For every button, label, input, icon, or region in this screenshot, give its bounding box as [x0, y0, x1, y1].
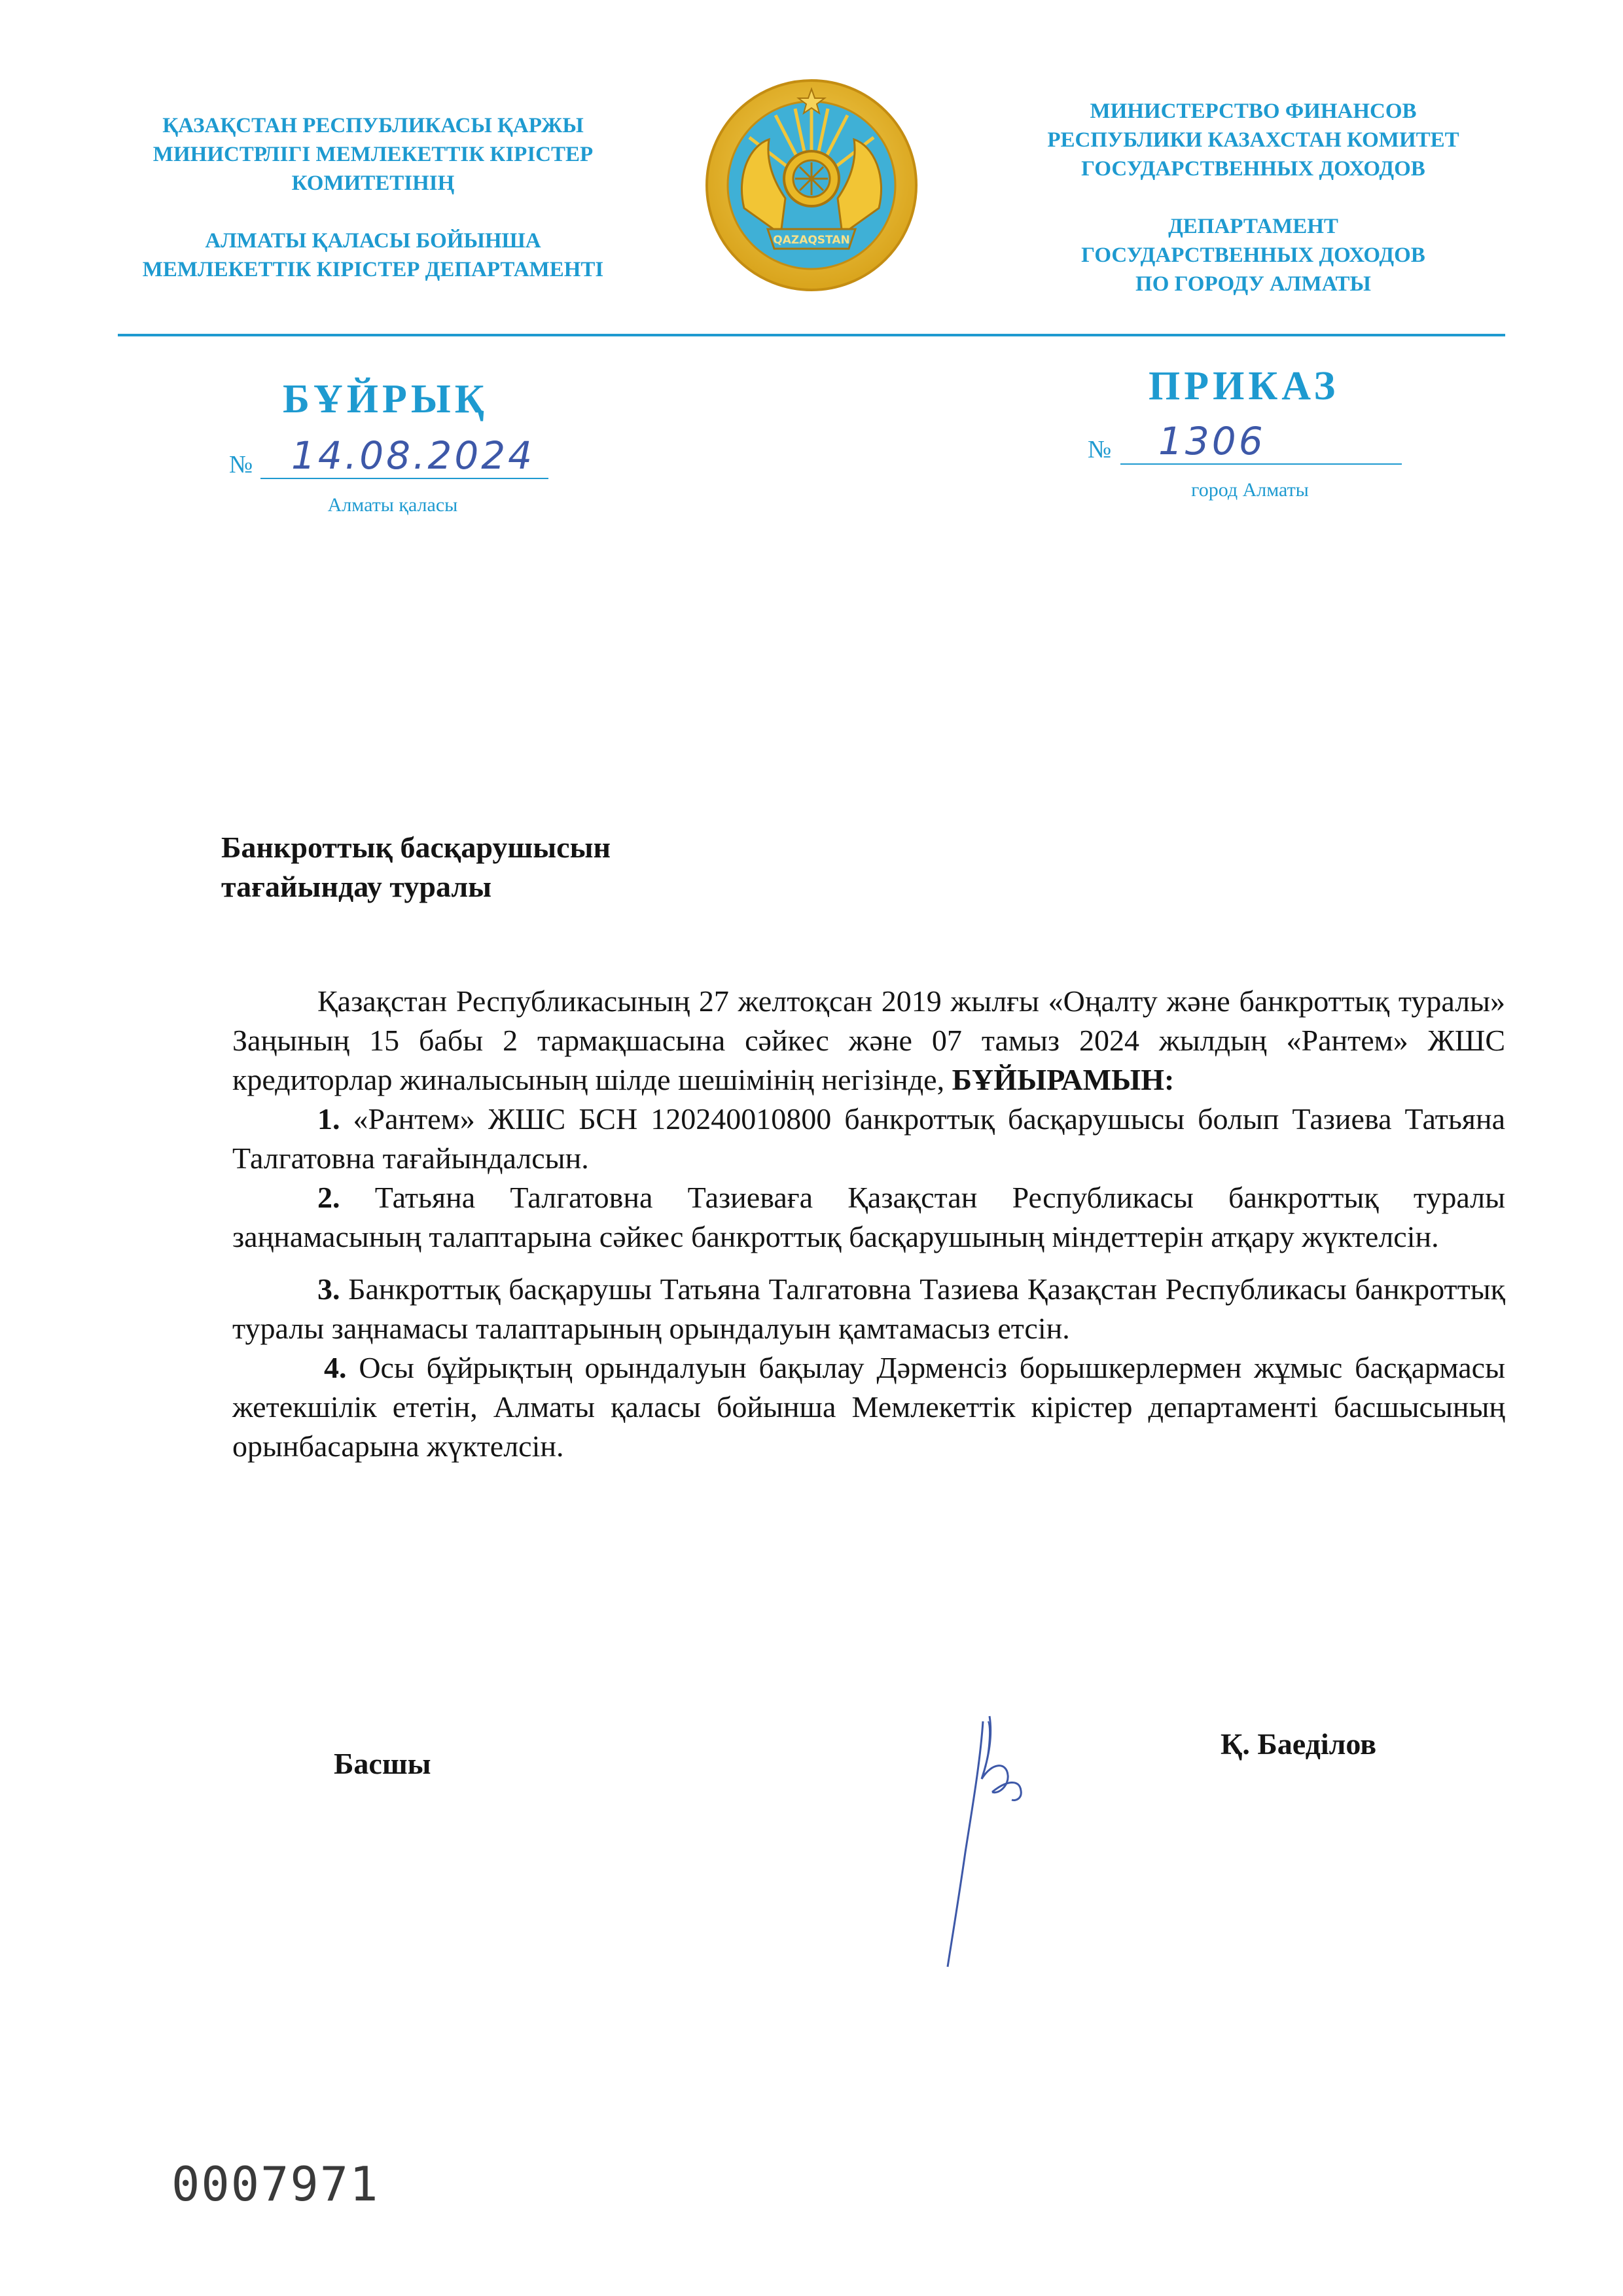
header-right-department-line: ДЕПАРТАМЕНТ — [1168, 215, 1338, 238]
header-left-ministry-line: МИНИСТРЛІГІ МЕМЛЕКЕТТІК КІРІСТЕР — [152, 143, 594, 166]
registration-number: 0007971 — [171, 2157, 380, 2212]
body-intro-paragraph — [232, 982, 1505, 1100]
document-body — [232, 982, 1505, 1466]
body-item-text: Татьяна Талгатовна Тазиеваға Қазақстан Республикасы банкроттық туралы заңнамасының талаптарына сәйкес банкроттық басқарушының міндеттерін атқару жүктелсін. — [232, 1181, 1505, 1253]
order-number-label-kz: № — [229, 451, 253, 478]
header-left-ministry-line: КОМИТЕТІНІҢ — [291, 171, 455, 195]
header-divider — [118, 334, 1505, 336]
body-item-number: 3. — [317, 1272, 340, 1306]
order-number-line-ru — [1120, 463, 1402, 465]
emblem-icon — [704, 77, 919, 293]
order-city-kz: Алматы қаласы — [327, 494, 458, 516]
order-city-ru: город Алматы — [1191, 479, 1309, 501]
order-number-label-ru: № — [1088, 436, 1112, 463]
header-right-block — [982, 97, 1525, 298]
body-item — [232, 1348, 1505, 1466]
order-date-handwritten: 14.08.2024 — [291, 433, 535, 478]
body-intro-text: Қазақстан Республикасының 27 желтоқсан 2019 жылғы «Оңалту және банкроттық туралы» Заңының 15 бабы 2 тармақшасына сәйкес және 07 тамыз 2024 жылдың «Рантем» ЖШС кредиторлар жиналысының шілде шешімінің негізінде, — [232, 984, 1505, 1096]
header-right-department-line: ПО ГОРОДУ АЛМАТЫ — [1135, 272, 1371, 296]
body-item — [232, 1178, 1505, 1257]
order-title-kz: БҰЙРЫҚ — [283, 377, 488, 422]
body-item-number: 1. — [317, 1102, 340, 1136]
header-left-department-line: МЕМЛЕКЕТТІК КІРІСТЕР ДЕПАРТАМЕНТІ — [142, 258, 604, 281]
order-number-handwritten: 1306 — [1158, 419, 1266, 463]
body-intro-bold: БҰЙЫРАМЫН: — [952, 1063, 1175, 1096]
body-item-number: 2. — [317, 1181, 340, 1214]
order-title-ru: ПРИКАЗ — [1149, 364, 1340, 408]
header-right-department-line: ГОСУДАРСТВЕННЫХ ДОХОДОВ — [1081, 243, 1425, 267]
body-item — [232, 1100, 1505, 1178]
body-item — [232, 1270, 1505, 1348]
subject-line: тағайындау туралы — [221, 870, 492, 903]
signature-position: Басшы — [334, 1747, 431, 1780]
order-number-line-kz — [260, 478, 548, 479]
emblem-text: QAZAQSTAN — [773, 234, 850, 247]
header-left-department-line: АЛМАТЫ ҚАЛАСЫ БОЙЫНША — [205, 229, 541, 253]
body-item-text: Банкроттық басқарушы Татьяна Талгатовна Тазиева Қазақстан Республикасы банкроттық туралы заңнамасы талаптарының орындалуын қамтамасыз етсін. — [232, 1272, 1505, 1345]
header-left-ministry-line: ҚАЗАҚСТАН РЕСПУБЛИКАСЫ ҚАРЖЫ — [162, 114, 584, 137]
signature-icon — [929, 1702, 1060, 1977]
body-item-text: «Рантем» ЖШС БСН 120240010800 банкроттық басқарушысы болып Тазиева Татьяна Талгатовна тағайындалсын. — [232, 1102, 1505, 1175]
subject-line: Банкроттық басқарушысын — [221, 831, 611, 864]
state-emblem — [704, 77, 919, 293]
header-right-ministry-line: МИНИСТЕРСТВО ФИНАНСОВ — [1090, 99, 1417, 123]
header-right-ministry-line: ГОСУДАРСТВЕННЫХ ДОХОДОВ — [1081, 157, 1425, 181]
body-item-number: 4. — [324, 1351, 347, 1384]
header-left-block — [98, 111, 648, 284]
document-subject — [221, 828, 611, 906]
handwritten-signature — [929, 1702, 1060, 1977]
signature-name: Қ. Баеділов — [1221, 1727, 1377, 1761]
body-item-text: Осы бұйрықтың орындалуын бақылау Дәрменсіз борышкерлермен жұмыс басқармасы жетекшілік ететін, Алматы қаласы бойынша Мемлекеттік кірістер департаменті басшысының орынбасарына жүктелсін. — [232, 1351, 1505, 1463]
header-right-ministry-line: РЕСПУБЛИКИ КАЗАХСТАН КОМИТЕТ — [1047, 128, 1459, 152]
